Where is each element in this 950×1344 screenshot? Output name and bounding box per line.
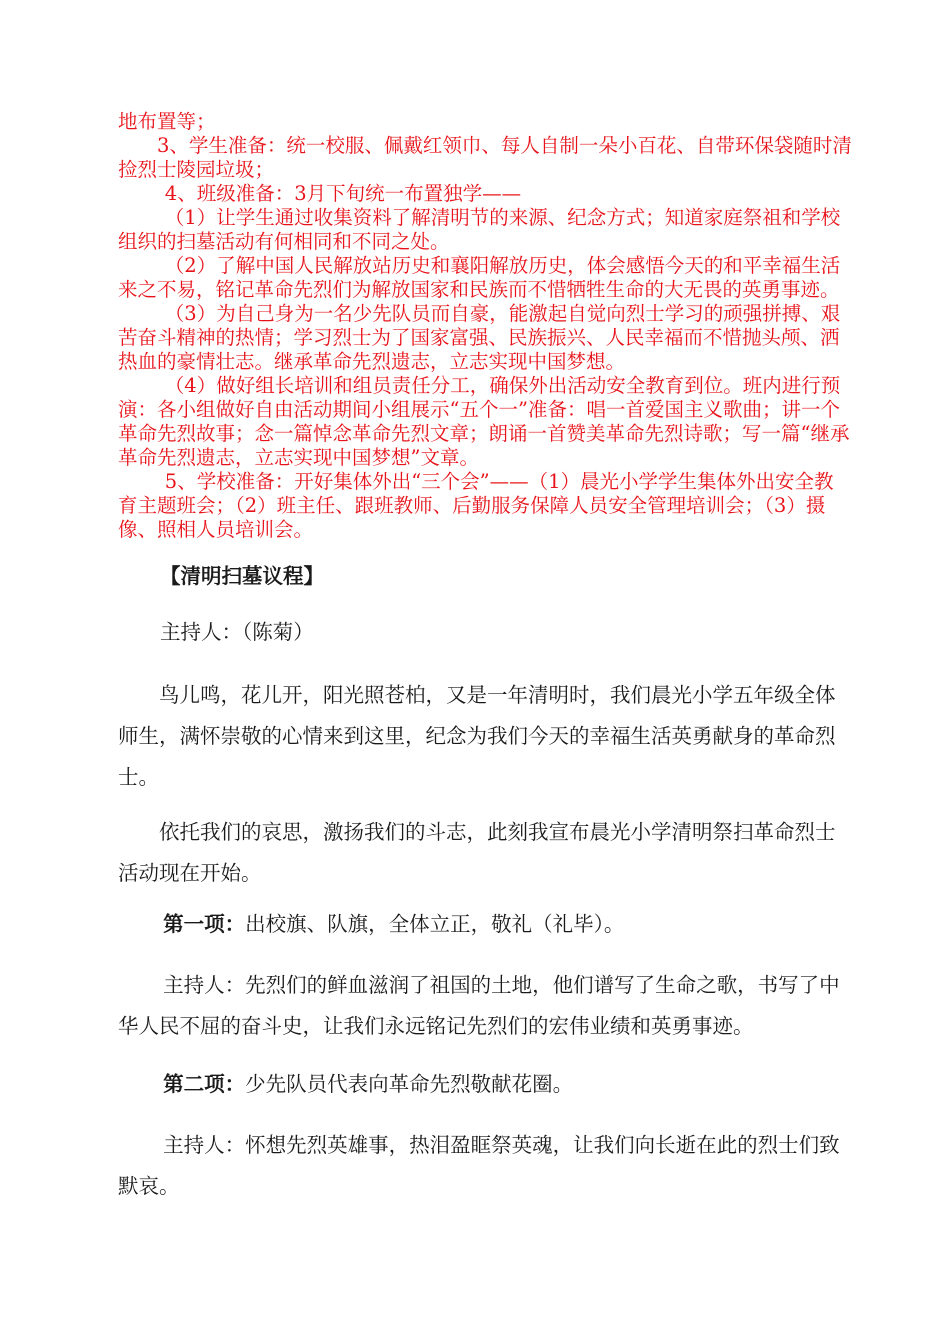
host-speech-2: 主持人：怀想先烈英雄事，热泪盈眶祭英魂，让我们向长逝在此的烈士们致默哀。 xyxy=(118,1133,840,1198)
paragraph-class-prep-1: （1）让学生通过收集资料了解清明节的来源、纪念方式；知道家庭祭祖和学校组织的扫墓活动有何相同和不同之处。 xyxy=(118,206,841,253)
paragraph-class-prep-3: （3）为自己身为一名少先队员而自豪，能激起自觉向烈士学习的顽强拼搏、艰苦奋斗精神的热情；学习烈士为了国家富强、民族振兴、人民幸福而不惜抛头颅、洒热血的豪情壮志。继承革命先烈遗志，立志实现中国梦想。 xyxy=(118,302,841,373)
host-speech-1: 主持人：先烈们的鲜血滋润了祖国的土地，他们谱写了生命之歌，书写了中华人民不屈的奋斗史，让我们永远铭记先烈们的宏伟业绩和英勇事迹。 xyxy=(118,973,840,1038)
item-1-text: 出校旗、队旗，全体立正，敬礼（礼毕）。 xyxy=(245,912,625,936)
agenda-title: 【清明扫墓议程】 xyxy=(160,564,324,588)
paragraph-school-prep: 5、学校准备：开好集体外出“三个会”——（1）晨光小学学生集体外出安全教育主题班会；（2）班主任、跟班教师、后勤服务保障人员安全管理培训会；（3）摄像、照相人员培训会。 xyxy=(118,470,834,541)
paragraph-student-prep: 3、学生准备：统一校服、佩戴红领巾、每人自制一朵小百花、自带环保袋随时清捡烈士陵园垃圾； xyxy=(118,134,852,181)
announcement-paragraph: 依托我们的哀思，激扬我们的斗志，此刻我宣布晨光小学清明祭扫革命烈士活动现在开始。 xyxy=(118,820,836,885)
opening-paragraph: 鸟儿鸣，花儿开，阳光照苍柏，又是一年清明时，我们晨光小学五年级全体师生，满怀崇敬的心情来到这里，纪念为我们今天的幸福生活英勇献身的革命烈士。 xyxy=(118,683,836,789)
agenda-item-2 xyxy=(118,1068,843,1100)
host-line: 主持人：（陈菊） xyxy=(160,620,314,644)
item-1-label: 第一项： xyxy=(163,912,246,936)
paragraph-class-prep-2: （2）了解中国人民解放站历史和襄阳解放历史，体会感悟今天的和平幸福生活来之不易，铭记革命先烈们为解放国家和民族而不惜牺牲生命的大无畏的英勇事迹。 xyxy=(118,254,841,301)
paragraph-venue-end: 地布置等； xyxy=(118,110,216,133)
paragraph-class-prep-4: （4）做好组长培训和组员责任分工，确保外出活动安全教育到位。班内进行预演：各小组做好自由活动期间小组展示“五个一”准备：唱一首爱国主义歌曲；讲一个革命先烈故事；念一篇悼念革命先烈文章；朗诵一首赞美革命先烈诗歌；写一篇“继承革命先烈遗志，立志实现中国梦想”文章。 xyxy=(118,374,850,469)
item-2-label: 第二项： xyxy=(163,1072,246,1096)
preparation-section xyxy=(118,110,853,542)
item-2-text: 少先队员代表向革命先烈敬献花圈。 xyxy=(245,1072,574,1096)
agenda-item-1 xyxy=(118,908,843,940)
paragraph-class-prep: 4、班级准备：3月下旬统一布置独学—— xyxy=(164,182,522,205)
